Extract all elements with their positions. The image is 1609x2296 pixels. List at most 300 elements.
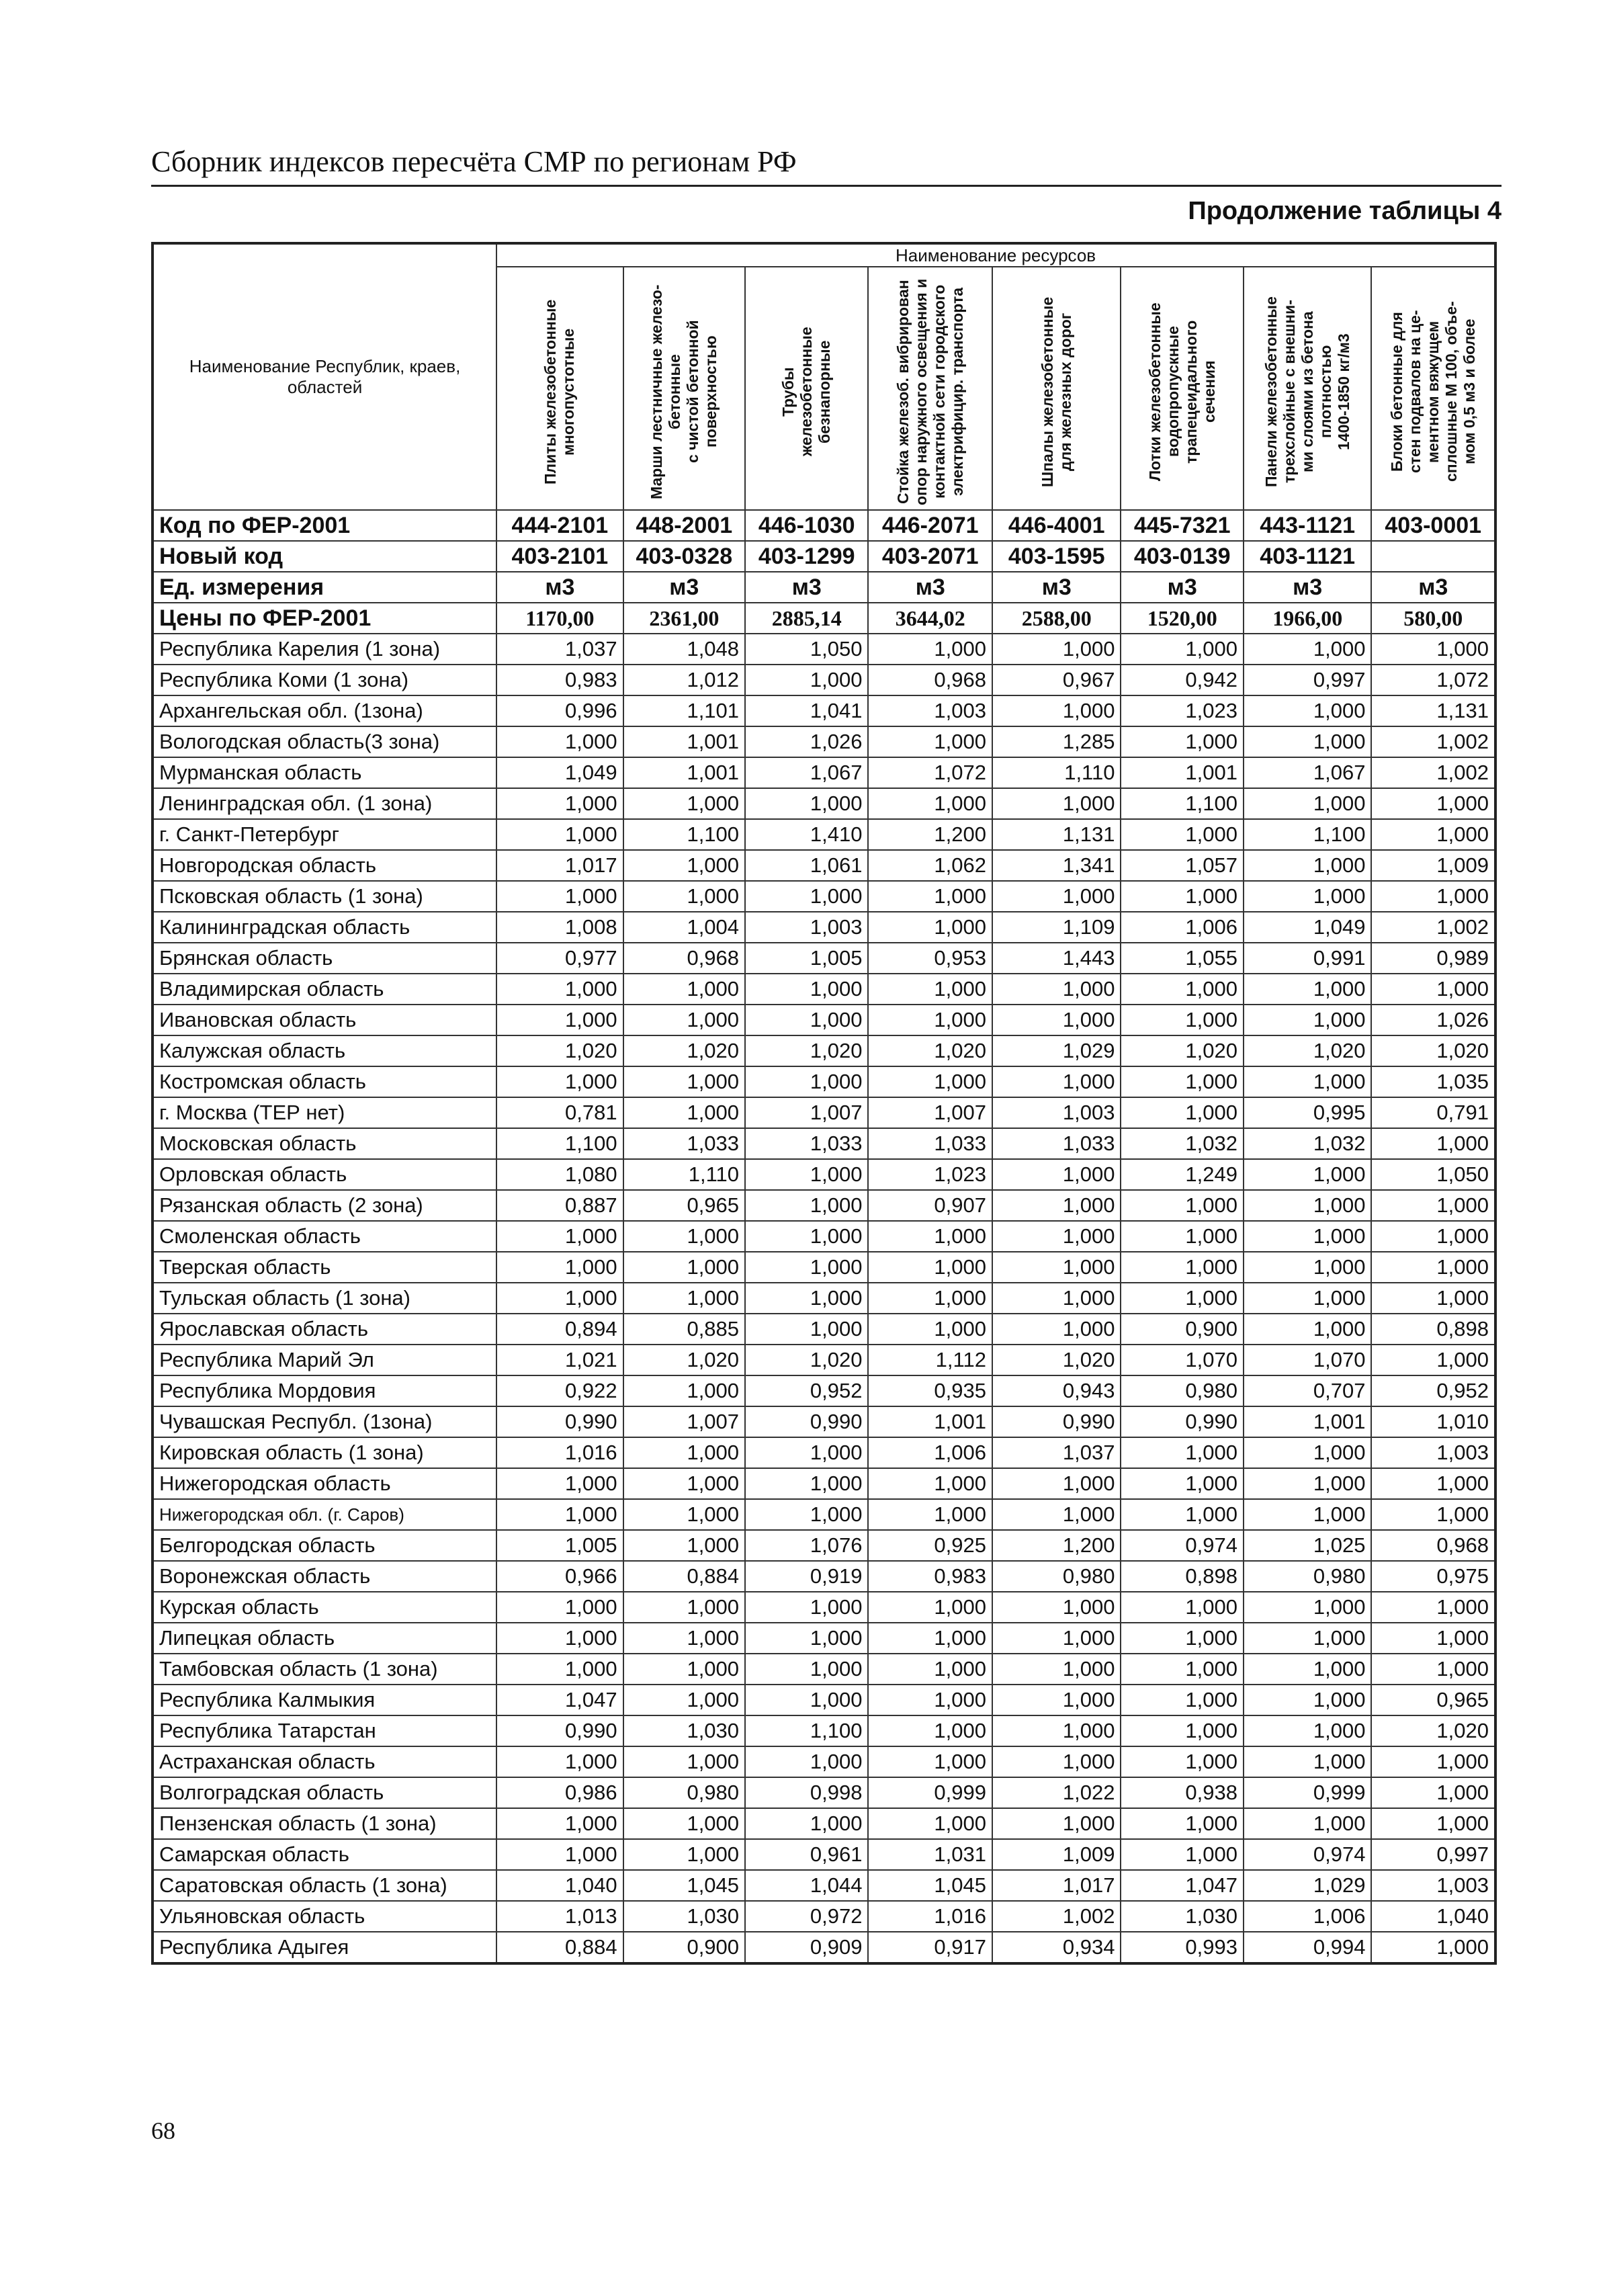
table-row <box>153 1345 1495 1375</box>
index-cell: 1,285 <box>992 726 1121 757</box>
index-cell: 1,000 <box>623 1685 745 1715</box>
index-cell: 1,020 <box>1371 1035 1495 1066</box>
index-cell: 1,000 <box>1121 1190 1243 1221</box>
region-name: Нижегородская область <box>153 1468 496 1499</box>
index-cell: 1,047 <box>496 1685 623 1715</box>
index-cell: 1,029 <box>1244 1870 1372 1901</box>
index-cell: 1,000 <box>1244 1468 1372 1499</box>
index-cell: 1,000 <box>623 1592 745 1623</box>
index-cell: 1,000 <box>868 788 992 819</box>
index-cell: 1,020 <box>1371 1715 1495 1746</box>
region-name: Смоленская область <box>153 1221 496 1252</box>
index-cell: 1,050 <box>745 634 868 665</box>
index-cell: 1,000 <box>992 695 1121 726</box>
index-cell: 1,100 <box>1244 819 1372 850</box>
meta-cell: 448-2001 <box>623 510 745 541</box>
region-name: Белгородская область <box>153 1530 496 1561</box>
index-cell: 1,055 <box>1121 943 1243 974</box>
index-cell: 0,977 <box>496 943 623 974</box>
index-cell: 0,990 <box>496 1406 623 1437</box>
index-cell: 1,000 <box>1244 1159 1372 1190</box>
index-cell: 1,000 <box>1121 881 1243 912</box>
table-caption: Продолжение таблицы 4 <box>1188 197 1502 225</box>
table-row <box>153 695 1495 726</box>
index-cell: 1,000 <box>992 974 1121 1005</box>
table-row <box>153 1221 1495 1252</box>
index-cell: 1,000 <box>745 1159 868 1190</box>
region-name: Чувашская Республ. (1зона) <box>153 1406 496 1437</box>
index-cell: 0,953 <box>868 943 992 974</box>
index-cell: 1,003 <box>1371 1870 1495 1901</box>
index-cell: 0,980 <box>1244 1561 1372 1592</box>
index-cell: 1,000 <box>496 819 623 850</box>
region-name: Республика Адыгея <box>153 1932 496 1963</box>
index-cell: 1,000 <box>1244 1314 1372 1345</box>
index-cell: 1,000 <box>745 1314 868 1345</box>
index-cell: 1,000 <box>868 1283 992 1314</box>
region-name: Тверская область <box>153 1252 496 1283</box>
index-cell: 1,131 <box>992 819 1121 850</box>
index-cell: 1,002 <box>1371 757 1495 788</box>
index-cell: 1,000 <box>496 1654 623 1685</box>
meta-cell: м3 <box>1244 572 1372 603</box>
table-row <box>153 819 1495 850</box>
region-name: Республика Карелия (1 зона) <box>153 634 496 665</box>
index-cell: 0,983 <box>496 665 623 695</box>
index-cell: 1,000 <box>1121 1437 1243 1468</box>
index-cell: 1,000 <box>745 1437 868 1468</box>
table-row <box>153 1252 1495 1283</box>
index-cell: 1,070 <box>1121 1345 1243 1375</box>
index-cell: 1,033 <box>623 1128 745 1159</box>
index-cell: 1,000 <box>496 974 623 1005</box>
index-cell: 1,076 <box>745 1530 868 1561</box>
index-cell: 1,000 <box>496 1746 623 1777</box>
index-cell: 1,000 <box>1244 1190 1372 1221</box>
index-cell: 1,000 <box>1371 1654 1495 1685</box>
index-cell: 1,003 <box>868 695 992 726</box>
column-header-3 <box>745 267 868 510</box>
table-row <box>153 1128 1495 1159</box>
index-cell: 1,044 <box>745 1870 868 1901</box>
index-cell: 1,001 <box>1244 1406 1372 1437</box>
index-cell: 1,000 <box>623 1530 745 1561</box>
index-cell: 0,938 <box>1121 1777 1243 1808</box>
index-cell: 1,020 <box>745 1345 868 1375</box>
index-cell: 1,007 <box>745 1097 868 1128</box>
index-cell: 1,037 <box>992 1437 1121 1468</box>
index-cell: 1,021 <box>496 1345 623 1375</box>
index-cell: 1,061 <box>745 850 868 881</box>
column-header-label: Плиты железобетонные многопустотные <box>541 299 578 484</box>
index-cell: 1,072 <box>1371 665 1495 695</box>
index-cell: 0,781 <box>496 1097 623 1128</box>
region-name: Республика Калмыкия <box>153 1685 496 1715</box>
index-cell: 1,000 <box>992 1715 1121 1746</box>
index-cell: 1,000 <box>745 1746 868 1777</box>
table-row <box>153 1623 1495 1654</box>
index-cell: 1,000 <box>623 1221 745 1252</box>
index-cell: 1,110 <box>623 1159 745 1190</box>
index-cell: 1,000 <box>1244 1715 1372 1746</box>
index-cell: 1,100 <box>1121 788 1243 819</box>
index-cell: 0,997 <box>1371 1839 1495 1870</box>
column-header-4 <box>868 267 992 510</box>
region-name: Московская область <box>153 1128 496 1159</box>
index-cell: 1,000 <box>1244 1808 1372 1839</box>
table-row <box>153 1592 1495 1623</box>
index-cell: 1,100 <box>623 819 745 850</box>
index-cell: 1,000 <box>992 634 1121 665</box>
index-cell: 1,000 <box>1121 1097 1243 1128</box>
index-cell: 1,000 <box>992 1066 1121 1097</box>
index-cell: 1,000 <box>623 974 745 1005</box>
index-cell: 1,000 <box>868 1066 992 1097</box>
index-cell: 0,991 <box>1244 943 1372 974</box>
column-header-label: Трубы железобетонные безнапорные <box>779 327 834 457</box>
index-cell: 1,000 <box>992 1592 1121 1623</box>
index-cell: 1,000 <box>496 1592 623 1623</box>
region-name: Воронежская область <box>153 1561 496 1592</box>
index-cell: 1,000 <box>1244 634 1372 665</box>
index-cell: 1,000 <box>868 726 992 757</box>
meta-cell: 403-0328 <box>623 541 745 572</box>
table-row <box>153 1654 1495 1685</box>
index-cell: 1,000 <box>992 1808 1121 1839</box>
index-cell: 1,000 <box>1244 1252 1372 1283</box>
table-row <box>153 1005 1495 1035</box>
table-row <box>153 912 1495 943</box>
index-cell: 0,943 <box>992 1375 1121 1406</box>
index-cell: 1,000 <box>623 1097 745 1128</box>
index-cell: 1,000 <box>1121 1005 1243 1035</box>
meta-cell: 2361,00 <box>623 603 745 634</box>
table-row <box>153 1932 1495 1963</box>
region-name: Курская область <box>153 1592 496 1623</box>
index-cell: 1,100 <box>745 1715 868 1746</box>
index-cell: 1,000 <box>992 1468 1121 1499</box>
index-cell: 1,000 <box>745 1252 868 1283</box>
index-cell: 0,974 <box>1244 1839 1372 1870</box>
index-cell: 1,005 <box>745 943 868 974</box>
index-cell: 1,045 <box>623 1870 745 1901</box>
index-cell: 1,000 <box>1121 1654 1243 1685</box>
index-cell: 1,000 <box>1244 1654 1372 1685</box>
table-row <box>153 1035 1495 1066</box>
meta-cell <box>1371 541 1495 572</box>
index-cell: 1,000 <box>745 665 868 695</box>
meta-cell: м3 <box>1371 572 1495 603</box>
column-header-1 <box>496 267 623 510</box>
index-cell: 1,100 <box>496 1128 623 1159</box>
index-cell: 1,000 <box>992 1499 1121 1530</box>
resources-group-header: Наименование ресурсов <box>496 243 1495 267</box>
meta-cell: 403-2101 <box>496 541 623 572</box>
index-cell: 1,000 <box>623 1499 745 1530</box>
index-cell: 1,020 <box>623 1035 745 1066</box>
column-header-6 <box>1121 267 1243 510</box>
index-cell: 1,016 <box>868 1901 992 1932</box>
column-header-label: Блоки бетонные для стен подвалов на це- ментном вяжущем сплошные М 100, объе- мом 0,5 м3 и более <box>1387 301 1478 482</box>
index-cell: 1,000 <box>623 1839 745 1870</box>
index-cell: 1,000 <box>1121 1252 1243 1283</box>
index-cell: 1,000 <box>1244 1066 1372 1097</box>
meta-cell: 444-2101 <box>496 510 623 541</box>
index-cell: 1,000 <box>1244 974 1372 1005</box>
index-cell: 0,965 <box>1371 1685 1495 1715</box>
index-cell: 1,000 <box>745 1283 868 1314</box>
table-row <box>153 1808 1495 1839</box>
index-cell: 1,002 <box>1371 726 1495 757</box>
index-cell: 0,900 <box>623 1932 745 1963</box>
new-code-row <box>153 541 1495 572</box>
page-header <box>151 144 1502 187</box>
index-cell: 1,005 <box>496 1530 623 1561</box>
index-cell: 1,000 <box>745 788 868 819</box>
index-cell: 1,000 <box>1371 1623 1495 1654</box>
index-cell: 1,200 <box>992 1530 1121 1561</box>
index-cell: 1,000 <box>1244 881 1372 912</box>
index-cell: 1,040 <box>496 1870 623 1901</box>
region-name: Ленинградская обл. (1 зона) <box>153 788 496 819</box>
index-cell: 0,986 <box>496 1777 623 1808</box>
index-cell: 1,110 <box>992 757 1121 788</box>
table-row <box>153 1777 1495 1808</box>
index-cell: 1,035 <box>1371 1066 1495 1097</box>
index-cell: 1,000 <box>745 1066 868 1097</box>
index-cell: 1,072 <box>868 757 992 788</box>
table-row <box>153 1685 1495 1715</box>
index-cell: 1,032 <box>1244 1128 1372 1159</box>
table-row <box>153 1283 1495 1314</box>
index-cell: 1,026 <box>745 726 868 757</box>
index-cell: 1,000 <box>623 1746 745 1777</box>
index-cell: 1,000 <box>1121 1283 1243 1314</box>
index-cell: 1,007 <box>868 1097 992 1128</box>
index-cell: 1,000 <box>1121 1066 1243 1097</box>
index-cell: 0,996 <box>496 695 623 726</box>
index-cell: 1,045 <box>868 1870 992 1901</box>
index-cell: 1,000 <box>1244 1685 1372 1715</box>
index-cell: 1,001 <box>623 726 745 757</box>
index-cell: 1,013 <box>496 1901 623 1932</box>
index-cell: 0,974 <box>1121 1530 1243 1561</box>
index-cell: 1,000 <box>992 1623 1121 1654</box>
index-cell: 1,000 <box>745 1808 868 1839</box>
index-cell: 1,000 <box>1121 1808 1243 1839</box>
index-cell: 1,030 <box>623 1715 745 1746</box>
column-header-label: Стойка железоб. вибрирован опор наружного освещения и контактной сети городского электрифицир. транспорта <box>894 278 966 505</box>
index-cell: 1,000 <box>1371 1221 1495 1252</box>
index-cell: 1,000 <box>1121 1592 1243 1623</box>
index-cell: 1,000 <box>1244 1005 1372 1035</box>
index-cell: 1,000 <box>868 1005 992 1035</box>
index-cell: 0,990 <box>1121 1406 1243 1437</box>
index-cell: 1,041 <box>745 695 868 726</box>
table-row <box>153 1190 1495 1221</box>
index-cell: 1,112 <box>868 1345 992 1375</box>
index-cell: 1,000 <box>1371 1345 1495 1375</box>
region-name: Архангельская обл. (1зона) <box>153 695 496 726</box>
index-cell: 1,000 <box>1244 788 1372 819</box>
index-cell: 1,000 <box>623 1066 745 1097</box>
index-cell: 1,020 <box>623 1345 745 1375</box>
index-cell: 1,057 <box>1121 850 1243 881</box>
index-cell: 0,917 <box>868 1932 992 1963</box>
index-cell: 0,980 <box>992 1561 1121 1592</box>
index-cell: 1,000 <box>868 1592 992 1623</box>
index-cell: 1,000 <box>1244 1623 1372 1654</box>
index-cell: 1,002 <box>992 1901 1121 1932</box>
meta-cell: м3 <box>1121 572 1243 603</box>
index-cell: 1,003 <box>745 912 868 943</box>
index-cell: 1,017 <box>496 850 623 881</box>
index-cell: 0,965 <box>623 1190 745 1221</box>
index-cell: 1,000 <box>1244 695 1372 726</box>
index-cell: 1,000 <box>868 1746 992 1777</box>
index-cell: 1,000 <box>1371 634 1495 665</box>
index-cell: 0,990 <box>496 1715 623 1746</box>
index-cell: 1,001 <box>623 757 745 788</box>
region-name: Псковская область (1 зона) <box>153 881 496 912</box>
meta-cell: 2588,00 <box>992 603 1121 634</box>
index-cell: 1,000 <box>623 850 745 881</box>
index-cell: 1,033 <box>868 1128 992 1159</box>
index-cell: 0,884 <box>623 1561 745 1592</box>
index-cell: 1,070 <box>1244 1345 1372 1375</box>
index-cell: 1,000 <box>868 634 992 665</box>
meta-row-label: Цены по ФЕР-2001 <box>153 603 496 634</box>
index-cell: 1,000 <box>1121 1839 1243 1870</box>
region-name: Нижегородская обл. (г. Саров) <box>153 1499 496 1530</box>
region-name: Тамбовская область (1 зона) <box>153 1654 496 1685</box>
index-cell: 1,067 <box>745 757 868 788</box>
table-row <box>153 1715 1495 1746</box>
table-row <box>153 974 1495 1005</box>
meta-cell: м3 <box>745 572 868 603</box>
region-name: Калининградская область <box>153 912 496 943</box>
table-row <box>153 1375 1495 1406</box>
index-cell: 1,000 <box>1121 819 1243 850</box>
index-cell: 1,000 <box>745 1685 868 1715</box>
index-cell: 0,999 <box>868 1777 992 1808</box>
index-cell: 0,995 <box>1244 1097 1372 1128</box>
index-cell: 1,000 <box>1371 819 1495 850</box>
index-cell: 0,898 <box>1371 1314 1495 1345</box>
region-name: Рязанская область (2 зона) <box>153 1190 496 1221</box>
index-cell: 1,000 <box>745 1190 868 1221</box>
table-row <box>153 726 1495 757</box>
table-row <box>153 757 1495 788</box>
table-row <box>153 1499 1495 1530</box>
region-column-header: Наименование Республик, краев, областей <box>153 243 496 510</box>
region-name: Кировская область (1 зона) <box>153 1437 496 1468</box>
index-cell: 1,000 <box>496 1005 623 1035</box>
table-row <box>153 1406 1495 1437</box>
table-row <box>153 788 1495 819</box>
index-cell: 1,062 <box>868 850 992 881</box>
index-cell: 0,894 <box>496 1314 623 1345</box>
index-cell: 1,000 <box>496 1066 623 1097</box>
index-cell: 1,000 <box>496 1468 623 1499</box>
index-cell: 0,966 <box>496 1561 623 1592</box>
region-name: Волгоградская область <box>153 1777 496 1808</box>
index-cell: 1,049 <box>496 757 623 788</box>
meta-cell: 2885,14 <box>745 603 868 634</box>
index-cell: 1,000 <box>1121 974 1243 1005</box>
index-cell: 0,980 <box>1121 1375 1243 1406</box>
index-cell: 1,000 <box>623 1005 745 1035</box>
index-cell: 1,037 <box>496 634 623 665</box>
index-cell: 1,000 <box>1121 634 1243 665</box>
meta-cell: 446-4001 <box>992 510 1121 541</box>
index-cell: 1,443 <box>992 943 1121 974</box>
index-cell: 1,000 <box>623 1468 745 1499</box>
meta-cell: 403-2071 <box>868 541 992 572</box>
index-cell: 1,000 <box>868 1314 992 1345</box>
index-cell: 1,009 <box>1371 850 1495 881</box>
index-cell: 1,000 <box>1121 1746 1243 1777</box>
meta-cell: м3 <box>868 572 992 603</box>
column-header-label: Панели железобетонные трехслойные с внешни- ми слоями из бетона плотностью 1400-1850 кг/м3 <box>1262 296 1352 487</box>
index-cell: 1,030 <box>1121 1901 1243 1932</box>
index-cell: 1,006 <box>1244 1901 1372 1932</box>
index-cell: 1,000 <box>992 1746 1121 1777</box>
region-name: Тульская область (1 зона) <box>153 1283 496 1314</box>
index-cell: 1,049 <box>1244 912 1372 943</box>
index-cell: 0,972 <box>745 1901 868 1932</box>
index-cell: 0,952 <box>745 1375 868 1406</box>
region-name: Владимирская область <box>153 974 496 1005</box>
index-cell: 1,010 <box>1371 1406 1495 1437</box>
table-row <box>153 1159 1495 1190</box>
column-header-label: Шпалы железобетонные для железных дорог <box>1038 296 1074 487</box>
meta-cell: 403-1299 <box>745 541 868 572</box>
meta-cell: 446-2071 <box>868 510 992 541</box>
index-cell: 0,998 <box>745 1777 868 1808</box>
index-cell: 1,000 <box>1244 1499 1372 1530</box>
index-cell: 1,080 <box>496 1159 623 1190</box>
index-cell: 1,002 <box>1371 912 1495 943</box>
index-cell: 1,000 <box>1371 1468 1495 1499</box>
index-cell: 0,791 <box>1371 1097 1495 1128</box>
index-cell: 1,000 <box>868 1468 992 1499</box>
index-cell: 1,009 <box>992 1839 1121 1870</box>
index-cell: 1,000 <box>1244 850 1372 881</box>
index-cell: 1,000 <box>992 788 1121 819</box>
meta-cell: м3 <box>496 572 623 603</box>
meta-cell: 1966,00 <box>1244 603 1372 634</box>
index-cell: 0,884 <box>496 1932 623 1963</box>
index-cell: 1,000 <box>745 1654 868 1685</box>
region-name: Пензенская область (1 зона) <box>153 1808 496 1839</box>
index-cell: 1,000 <box>496 1623 623 1654</box>
index-cell: 0,989 <box>1371 943 1495 974</box>
region-name: Вологодская область(3 зона) <box>153 726 496 757</box>
index-cell: 1,012 <box>623 665 745 695</box>
index-cell: 1,000 <box>1371 1777 1495 1808</box>
unit-row <box>153 572 1495 603</box>
meta-row-label: Новый код <box>153 541 496 572</box>
index-cell: 1,000 <box>868 1499 992 1530</box>
index-cell: 0,887 <box>496 1190 623 1221</box>
index-cell: 1,000 <box>992 1685 1121 1715</box>
table-row <box>153 1561 1495 1592</box>
index-cell: 1,000 <box>745 1499 868 1530</box>
index-cell: 1,341 <box>992 850 1121 881</box>
region-name: Республика Татарстан <box>153 1715 496 1746</box>
meta-cell: 403-0001 <box>1371 510 1495 541</box>
